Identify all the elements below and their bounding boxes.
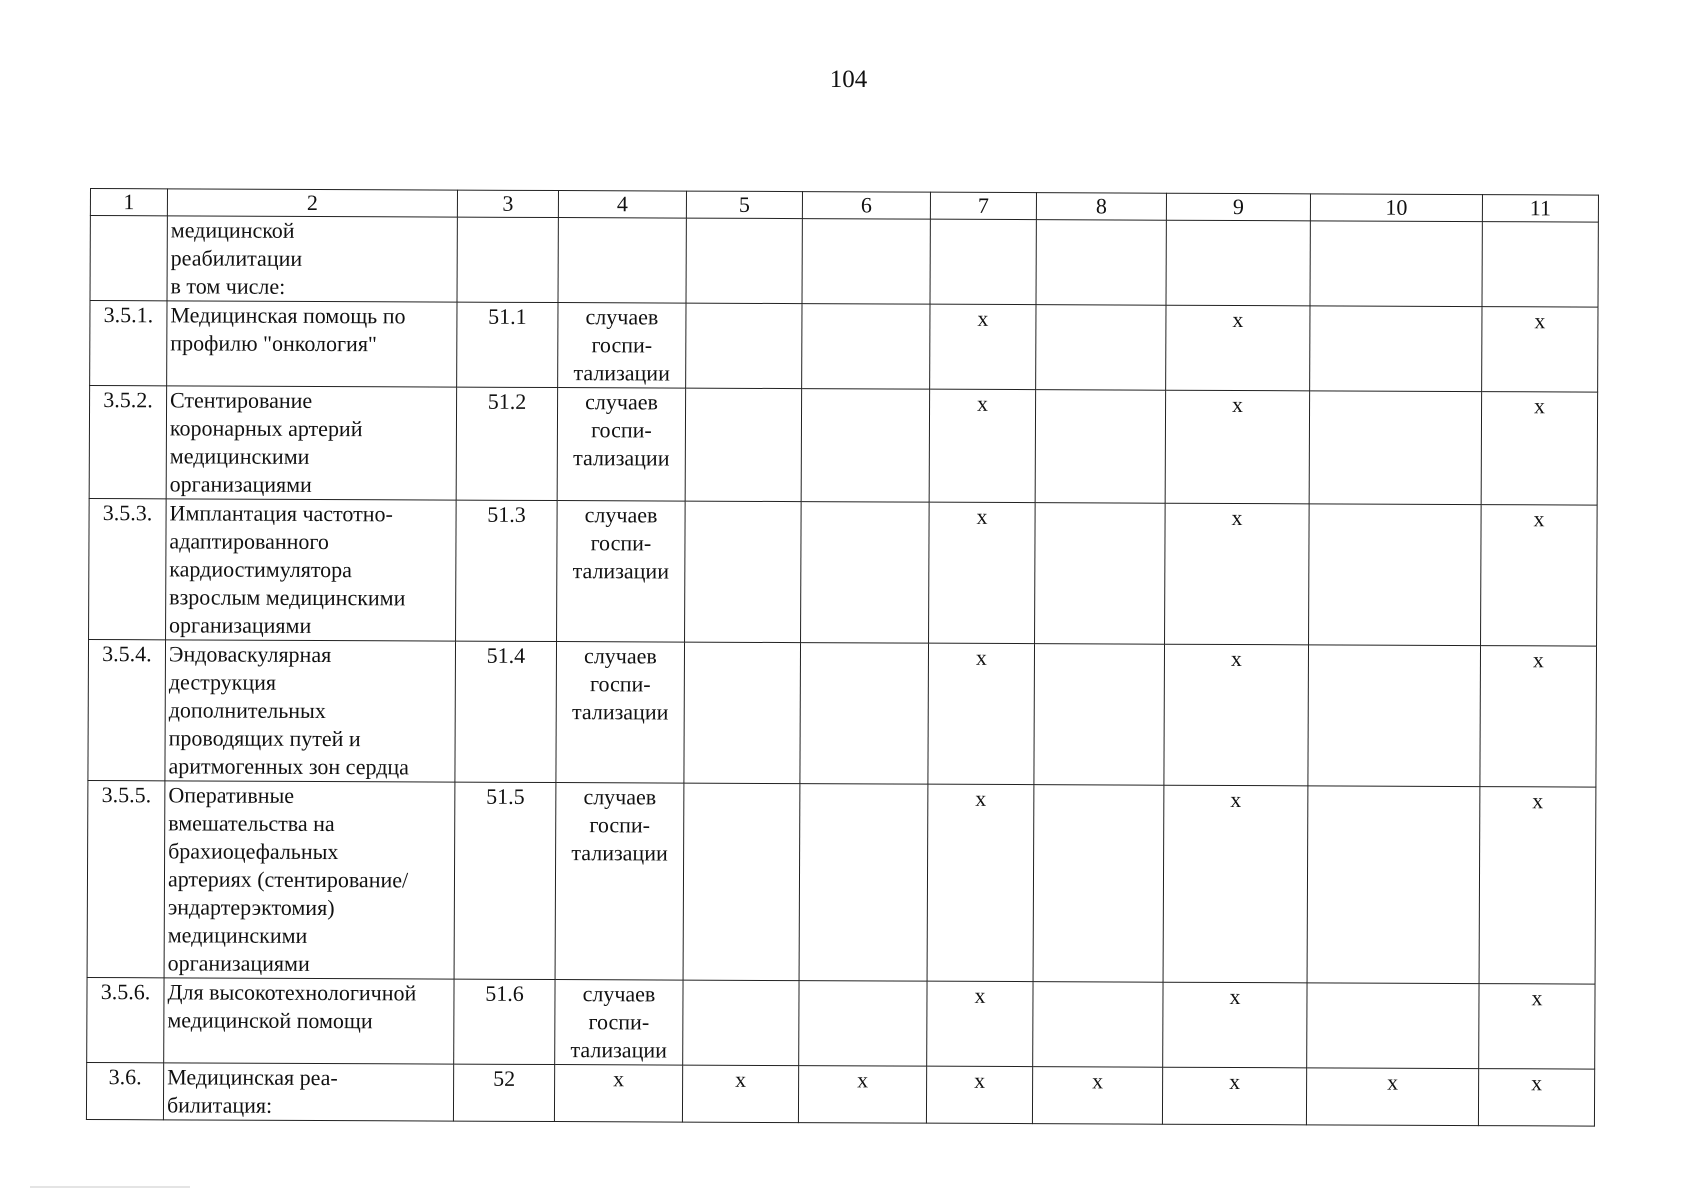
row-unit-cell-line: госпи-	[589, 812, 651, 838]
column-header: 2	[167, 189, 457, 217]
column-header: 1	[90, 189, 167, 216]
value-cell-7: х	[929, 389, 1035, 502]
row-name-cell-line: медицинской	[170, 217, 295, 243]
row-number-cell: 3.5.4.	[88, 639, 166, 780]
value-cell-9: х	[1162, 1067, 1306, 1125]
value-cell-7: х	[930, 304, 1036, 389]
column-header: 7	[930, 192, 1036, 219]
value-cell-10	[1308, 645, 1481, 787]
value-cell-5	[683, 783, 800, 981]
row-unit-cell-line: госпи-	[589, 671, 651, 697]
value-cell-6	[801, 502, 930, 644]
row-name-cell-line: дополнительных	[168, 697, 326, 724]
value-cell-8: х	[1032, 1067, 1162, 1125]
table-row	[90, 216, 1598, 308]
row-name-cell-line: в том числе:	[170, 273, 286, 299]
row-name-cell	[163, 1063, 453, 1121]
value-cell-6	[802, 304, 930, 390]
row-unit-cell-line: госпи-	[588, 1009, 650, 1035]
row-code-cell: 51.6	[454, 979, 555, 1064]
value-cell-6: х	[798, 1066, 926, 1124]
row-unit-cell	[557, 501, 686, 643]
value-cell-10	[1310, 221, 1482, 307]
table-row	[89, 498, 1598, 646]
column-header: 11	[1482, 195, 1598, 223]
row-unit-cell	[557, 388, 685, 502]
row-name-cell-line: вмешательства на	[168, 810, 335, 837]
value-cell-6	[801, 389, 929, 503]
value-cell-11: х	[1482, 307, 1598, 393]
row-name-cell-line: Имплантация частотно-	[169, 500, 393, 527]
row-unit-cell	[554, 1065, 682, 1123]
row-unit-cell-line: тализации	[573, 445, 670, 471]
value-cell-5	[686, 218, 802, 304]
value-cell-9: х	[1166, 305, 1310, 391]
value-cell-9	[1166, 220, 1310, 306]
table-body	[86, 216, 1598, 1127]
value-cell-5	[684, 642, 801, 784]
row-unit-cell-line: тализации	[571, 699, 669, 725]
row-name-cell-line: медицинскими	[167, 922, 308, 948]
column-header: 8	[1036, 193, 1166, 221]
row-name-cell	[166, 499, 457, 641]
column-header: 5	[686, 191, 802, 219]
row-name-cell-line: Эндоваскулярная	[168, 641, 332, 668]
row-name-cell-line: брахиоцефальных	[168, 838, 339, 865]
value-cell-8	[1033, 982, 1163, 1068]
row-name-cell-line: проводящих путей и	[168, 725, 361, 752]
row-name-cell-line: Стентирование	[170, 387, 313, 413]
value-cell-10	[1310, 306, 1482, 392]
value-cell-11: х	[1479, 787, 1596, 985]
row-number-cell: 3.5.5.	[87, 780, 165, 977]
column-header: 10	[1310, 194, 1482, 222]
value-cell-8	[1033, 785, 1164, 983]
value-cell-10	[1307, 983, 1479, 1069]
row-name-cell-line: артериях (стентирование/	[167, 866, 409, 893]
data-table	[86, 188, 1599, 1127]
row-unit-cell-line: случаев	[584, 643, 657, 669]
value-cell-5	[683, 980, 799, 1066]
row-name-cell-line: взрослым медицинскими	[169, 584, 406, 611]
row-number-cell: 3.5.2.	[89, 386, 166, 499]
value-cell-11: х	[1481, 392, 1597, 506]
row-unit-cell-line: случаев	[585, 304, 659, 330]
value-cell-9: х	[1164, 644, 1309, 786]
row-name-cell	[167, 216, 457, 302]
row-unit-cell	[558, 303, 686, 389]
row-number-cell: 3.5.3.	[89, 498, 167, 639]
column-header: 4	[558, 191, 686, 219]
row-name-cell-line: коронарных артерий	[169, 415, 363, 442]
table-row	[90, 301, 1598, 393]
row-unit-cell	[556, 642, 685, 784]
row-name-cell-line: медицинской помощи	[167, 1007, 373, 1034]
value-cell-8	[1036, 305, 1166, 391]
row-unit-cell-line: госпи-	[591, 417, 652, 443]
row-name-cell-line: аритмогенных зон сердца	[168, 753, 410, 780]
row-unit-cell-line: госпи-	[591, 332, 653, 358]
table-row	[89, 386, 1597, 506]
row-unit-cell-line: х	[613, 1066, 625, 1092]
row-name-cell-line: Медицинская реа-	[167, 1064, 338, 1091]
row-name-cell-line: Медицинская помощь по	[170, 302, 406, 329]
page-number: 104	[829, 66, 868, 93]
row-unit-cell-line: случаев	[585, 389, 658, 415]
row-name-cell-line: Для высокотехнологичной	[167, 979, 417, 1006]
row-name-cell-line: организациями	[169, 612, 312, 638]
row-name-cell-line: организациями	[167, 950, 310, 976]
row-name-cell-line: эндартерэктомия)	[167, 894, 335, 921]
value-cell-7: х	[929, 502, 1036, 643]
value-cell-10	[1307, 786, 1480, 984]
row-unit-cell-line: госпи-	[590, 530, 652, 556]
value-cell-9: х	[1163, 785, 1308, 983]
row-unit-cell	[555, 980, 683, 1066]
value-cell-5	[686, 303, 802, 389]
value-cell-11: х	[1481, 505, 1598, 647]
row-number-cell: 3.5.6.	[87, 977, 164, 1062]
value-cell-8	[1035, 390, 1165, 504]
row-code-cell: 51.1	[457, 302, 558, 387]
row-name-cell	[165, 640, 456, 782]
row-name-cell-line: деструкция	[168, 669, 277, 695]
value-cell-7: х	[926, 1066, 1032, 1123]
value-cell-5	[685, 388, 801, 502]
row-name-cell	[164, 978, 454, 1064]
row-code-cell: 51.2	[456, 387, 557, 500]
value-cell-11	[1482, 222, 1598, 308]
value-cell-5	[685, 501, 802, 643]
table-row	[86, 1062, 1594, 1126]
row-code-cell	[457, 217, 558, 302]
row-number-cell: 3.5.1.	[90, 301, 167, 386]
row-unit-cell	[555, 783, 684, 981]
row-unit-cell	[558, 218, 686, 304]
row-name-cell	[164, 781, 455, 979]
row-number-cell: 3.6.	[86, 1062, 163, 1119]
row-number-cell	[90, 216, 167, 301]
value-cell-9: х	[1165, 390, 1309, 504]
row-unit-cell-line: тализации	[572, 558, 670, 584]
value-cell-9: х	[1163, 982, 1307, 1068]
value-cell-6	[800, 643, 929, 785]
value-cell-7: х	[928, 643, 1035, 784]
value-cell-6	[802, 219, 930, 305]
row-code-cell: 51.3	[456, 500, 558, 641]
row-name-cell	[167, 301, 457, 387]
row-unit-cell-line: тализации	[573, 360, 670, 386]
scan-artifact	[30, 1186, 190, 1188]
row-unit-cell-line: тализации	[570, 1037, 667, 1063]
value-cell-8	[1034, 644, 1165, 786]
value-cell-6	[799, 981, 927, 1067]
value-cell-8	[1036, 220, 1166, 306]
table-row	[87, 977, 1595, 1069]
column-header: 6	[802, 192, 930, 220]
row-name-cell-line: медицинскими	[169, 443, 310, 469]
row-code-cell: 51.4	[455, 641, 557, 782]
row-name-cell-line: реабилитации	[170, 245, 303, 271]
row-unit-cell-line: случаев	[582, 981, 656, 1007]
column-header: 3	[457, 190, 558, 217]
row-name-cell-line: Оперативные	[168, 782, 295, 808]
value-cell-6	[799, 784, 928, 982]
column-header: 9	[1166, 193, 1310, 221]
value-cell-7: х	[927, 981, 1033, 1066]
row-code-cell: 51.5	[454, 782, 556, 979]
row-unit-cell-line: тализации	[571, 840, 668, 866]
row-code-cell: 52	[453, 1064, 554, 1121]
row-name-cell-line: организациями	[169, 471, 312, 497]
row-name-cell-line: адаптированного	[169, 528, 329, 555]
value-cell-11: х	[1478, 1069, 1594, 1127]
table-row	[87, 780, 1596, 984]
value-cell-11: х	[1479, 984, 1595, 1070]
value-cell-10	[1309, 504, 1482, 646]
value-cell-9: х	[1165, 503, 1310, 645]
row-name-cell-line: билитация:	[166, 1092, 273, 1118]
value-cell-8	[1035, 503, 1166, 645]
table-row	[88, 639, 1597, 787]
value-cell-11: х	[1480, 646, 1597, 788]
value-cell-5: х	[682, 1065, 798, 1123]
value-cell-10: х	[1306, 1068, 1478, 1126]
row-name-cell	[166, 386, 456, 500]
row-name-cell-line: кардиостимулятора	[169, 556, 353, 583]
row-name-cell-line: профилю "онкология"	[170, 330, 378, 357]
value-cell-10	[1309, 391, 1481, 505]
row-unit-cell-line: случаев	[583, 784, 657, 810]
value-cell-7	[930, 219, 1036, 304]
row-unit-cell-line: случаев	[584, 502, 658, 528]
value-cell-7: х	[927, 784, 1034, 981]
